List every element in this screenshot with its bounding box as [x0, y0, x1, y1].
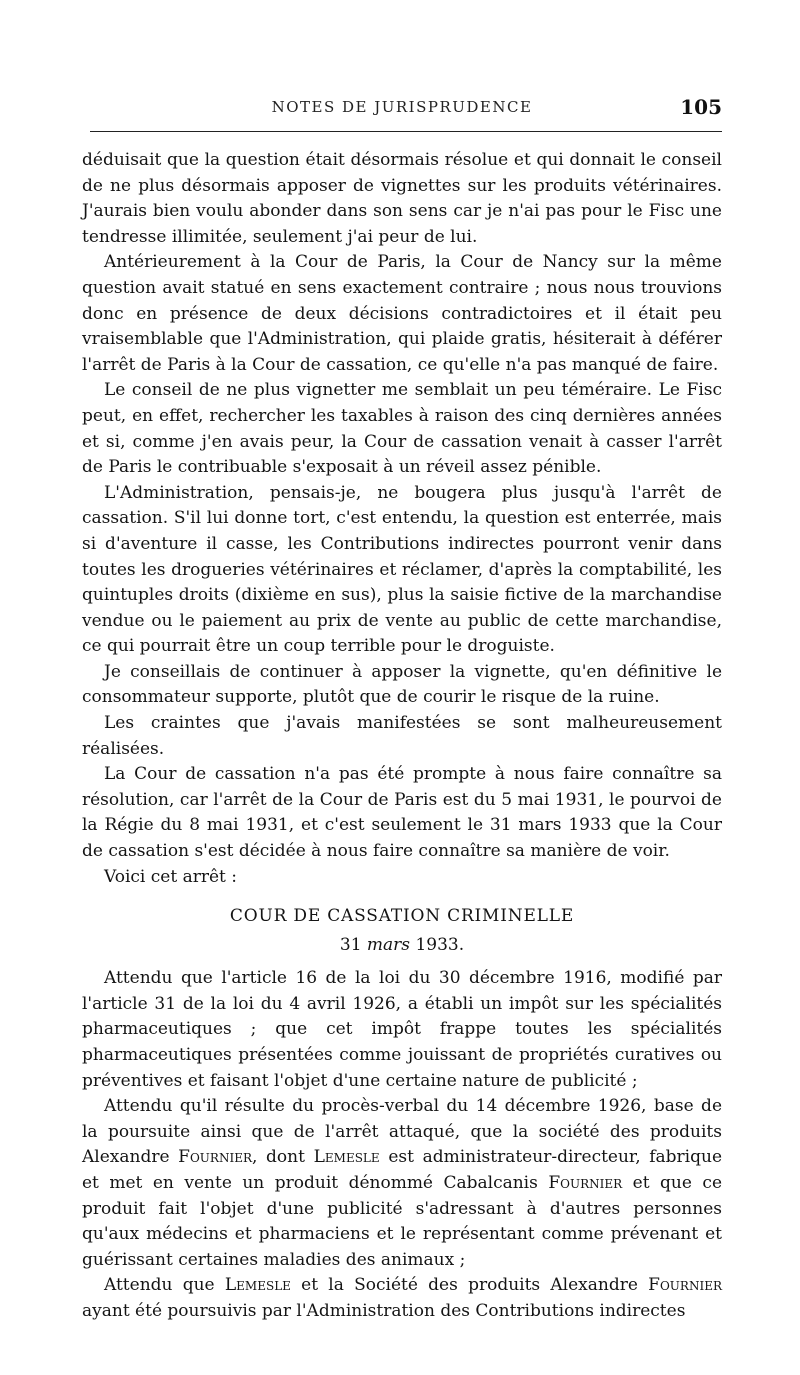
running-head: NOTES DE JURISPRUDENCE	[271, 98, 533, 116]
decision-paragraph	[82, 1094, 722, 1273]
paragraph: déduisait que la question était désormais résolue et qui donnait le conseil de ne plus désormais apposer de vignettes sur les produits vétérinaires. J'aurais bien voulu abonder dans son sens car je n'ai pas pour le Fisc une tendresse illimitée, seulement j'ai peur de lui.	[82, 150, 722, 247]
party-name: Fournier	[178, 1147, 252, 1168]
date-day: 31	[339, 935, 362, 956]
text-run: Attendu qu'il résulte du procès-verbal du 14 décembre 1926, base de la poursuite ainsi que de l'arrêt attaqué, que la société des produits Alexandre	[82, 1096, 722, 1168]
section-date	[82, 933, 722, 958]
date-year: 1933.	[415, 935, 465, 956]
page-number: 105	[680, 95, 722, 119]
paragraph: Voici cet arrêt :	[104, 866, 237, 887]
paragraph: La Cour de cassation n'a pas été prompte à nous faire connaître sa résolution, car l'arrêt de la Cour de Paris est du 5 mai 1931, le pourvoi de la Régie du 8 mai 1931, et c'est seulement le 31 mars 1933 que la Cour de cassation s'est décidée à nous faire connaître sa manière de voir.	[82, 764, 722, 862]
text-run: ayant été poursuivis par l'Administration des Contributions indirectes	[82, 1300, 686, 1321]
paragraph: Je conseillais de continuer à apposer la vignette, qu'en définitive le consommateur supporte, plutôt que de courir le risque de la ruine.	[82, 661, 722, 708]
text-run: et que ce produit fait l'objet d'une publicité s'adressant à d'autres personnes qu'aux médecins et pharmaciens et le représentant comme prévenant et guérissant certaines maladies des animaux ;	[82, 1172, 723, 1270]
text-run: Attendu que	[104, 1275, 215, 1296]
date-month: mars	[366, 935, 411, 956]
page-body	[82, 148, 722, 1325]
party-name: Lemesle	[224, 1275, 291, 1296]
text-run: , dont	[252, 1147, 305, 1168]
party-name: Lemesle	[313, 1147, 380, 1168]
party-name: Fournier	[648, 1275, 722, 1296]
paragraph: Antérieurement à la Cour de Paris, la Cour de Nancy sur la même question avait statué en sens exactement contraire ; nous nous trouvions donc en présence de deux décisions contradictoires et il était peu vraisemblable que l'Administration, qui plaide gratis, hésiterait à déférer l'arrêt de Paris à la Cour de cassation, ce qu'elle n'a pas manqué de faire.	[82, 252, 722, 375]
header-rule	[90, 131, 722, 132]
paragraph: Le conseil de ne plus vignetter me semblait un peu téméraire. Le Fisc peut, en effet, rechercher les taxables à raison des cinq dernières années et si, comme j'en avais peur, la Cour de cassation venait à casser l'arrêt de Paris le contribuable s'exposait à un réveil assez pénible.	[82, 380, 722, 478]
page-header	[82, 95, 722, 130]
section-title: COUR DE CASSATION CRIMINELLE	[229, 906, 575, 927]
text-run: est administrateur-directeur, fabrique et met en vente un produit dénommé Cabalcanis	[82, 1147, 723, 1193]
party-name: Fournier	[548, 1172, 623, 1193]
decision-paragraph	[82, 1273, 722, 1324]
text-run: et la Société des produits Alexandre	[301, 1275, 638, 1296]
paragraph: L'Administration, pensais-je, ne bougera plus jusqu'à l'arrêt de cassation. S'il lui donne tort, c'est entendu, la question est enterrée, mais si d'aventure il casse, les Contributions indirectes pourront venir dans toutes les drogueries vétérinaires et réclamer, d'après la comptabilité, les quintuples droits (dixième en sus), plus la saisie fictive de la marchandise vendue ou le paiement au prix de vente au public de cette marchandise, ce qui pourrait être un coup terrible pour le droguiste.	[82, 482, 722, 657]
paragraph: Les craintes que j'avais manifestées se sont malheureusement réalisées.	[82, 713, 722, 759]
decision-paragraph: Attendu que l'article 16 de la loi du 30 décembre 1916, modifié par l'article 31 de la loi du 4 avril 1926, a établi un impôt sur les spécialités pharmaceutiques ; que cet impôt frappe toutes les spécialités pharmaceutiques présentées comme jouissant de propriétés curatives ou préventives et faisant l'objet d'une certaine nature de publicité ;	[82, 968, 722, 1091]
